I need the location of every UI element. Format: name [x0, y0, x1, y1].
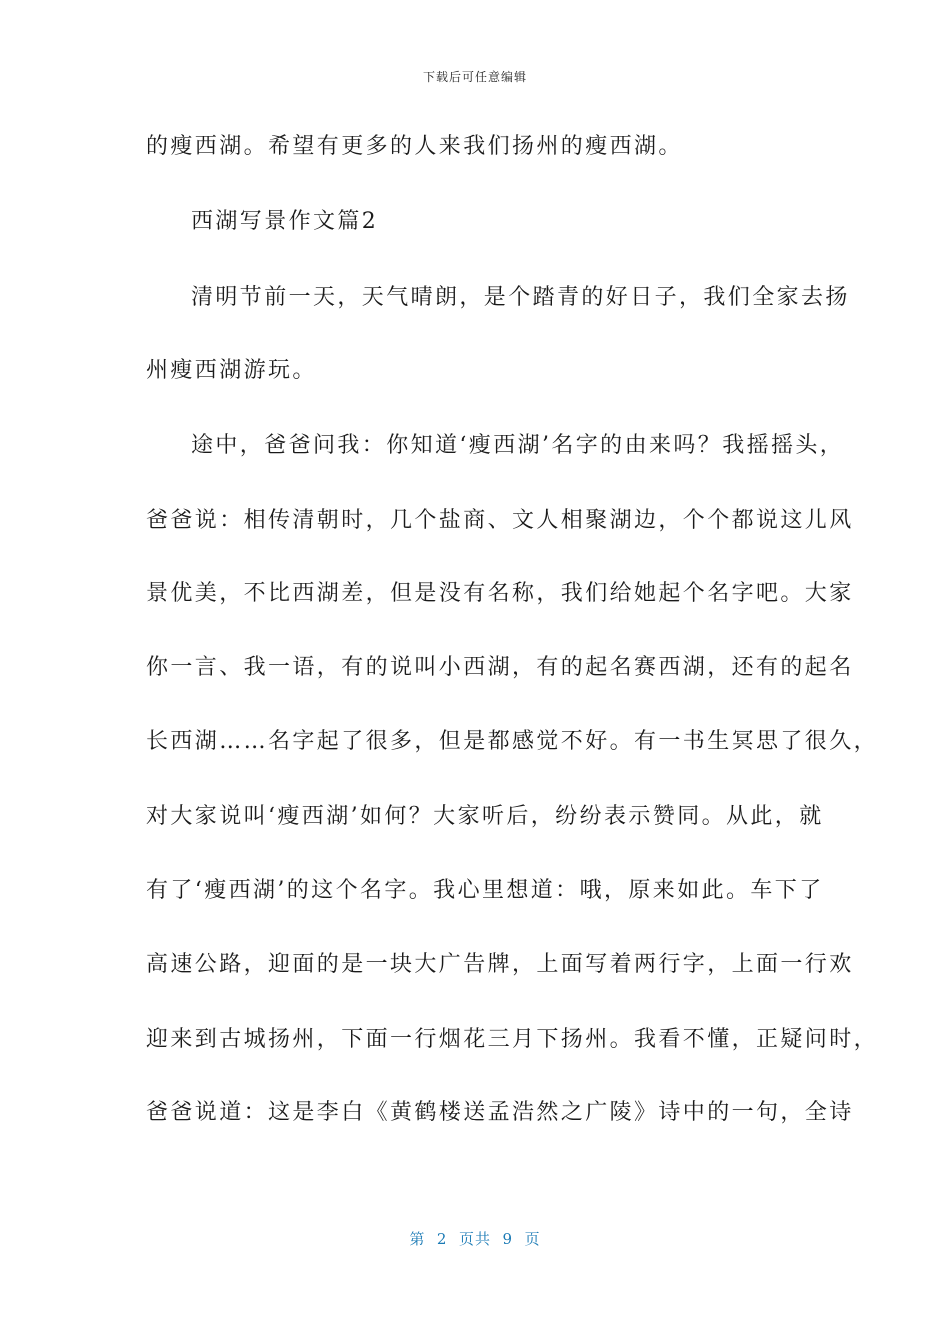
text-line: 高速公路，迎面的是一块大广告牌，上面写着两行字，上面一行欢	[146, 952, 854, 977]
text-line: 对大家说叫‘瘦西湖’如何？大家听后，纷纷表示赞同。从此，就	[146, 804, 824, 829]
text-line: 有了‘瘦西湖’的这个名字。我心里想道：哦，原来如此。车下了	[146, 878, 824, 903]
text-line: 长西湖……名字起了很多，但是都感觉不好。有一书生冥思了很久，	[146, 729, 879, 754]
text-line: 你一言、我一语，有的说叫小西湖，有的起名赛西湖，还有的起名	[146, 655, 854, 680]
text-line: 清明节前一天，天气晴朗，是个踏青的好日子，我们全家去扬	[191, 285, 850, 310]
text-line: 爸爸说道：这是李白《黄鹤楼送孟浩然之广陵》诗中的一句，全诗	[146, 1100, 854, 1125]
page-header-note: 下载后可任意编辑	[422, 70, 527, 84]
text-line: 爸爸说：相传清朝时，几个盐商、文人相聚湖边，个个都说这儿风	[146, 508, 854, 533]
text-line: 途中，爸爸问我：你知道‘瘦西湖’名字的由来吗？我摇摇头，	[191, 433, 845, 458]
text-line: 的瘦西湖。希望有更多的人来我们扬州的瘦西湖。	[146, 134, 683, 159]
text-line: 景优美，不比西湖差，但是没有名称，我们给她起个名字吧。大家	[146, 581, 854, 606]
page-number-footer: 第 2 页共 9 页	[409, 1230, 541, 1248]
text-line: 州瘦西湖游玩。	[146, 358, 317, 383]
text-line: 迎来到古城扬州，下面一行烟花三月下扬州。我看不懂，正疑问时，	[146, 1027, 879, 1052]
section-heading: 西湖写景作文篇2	[191, 209, 379, 234]
